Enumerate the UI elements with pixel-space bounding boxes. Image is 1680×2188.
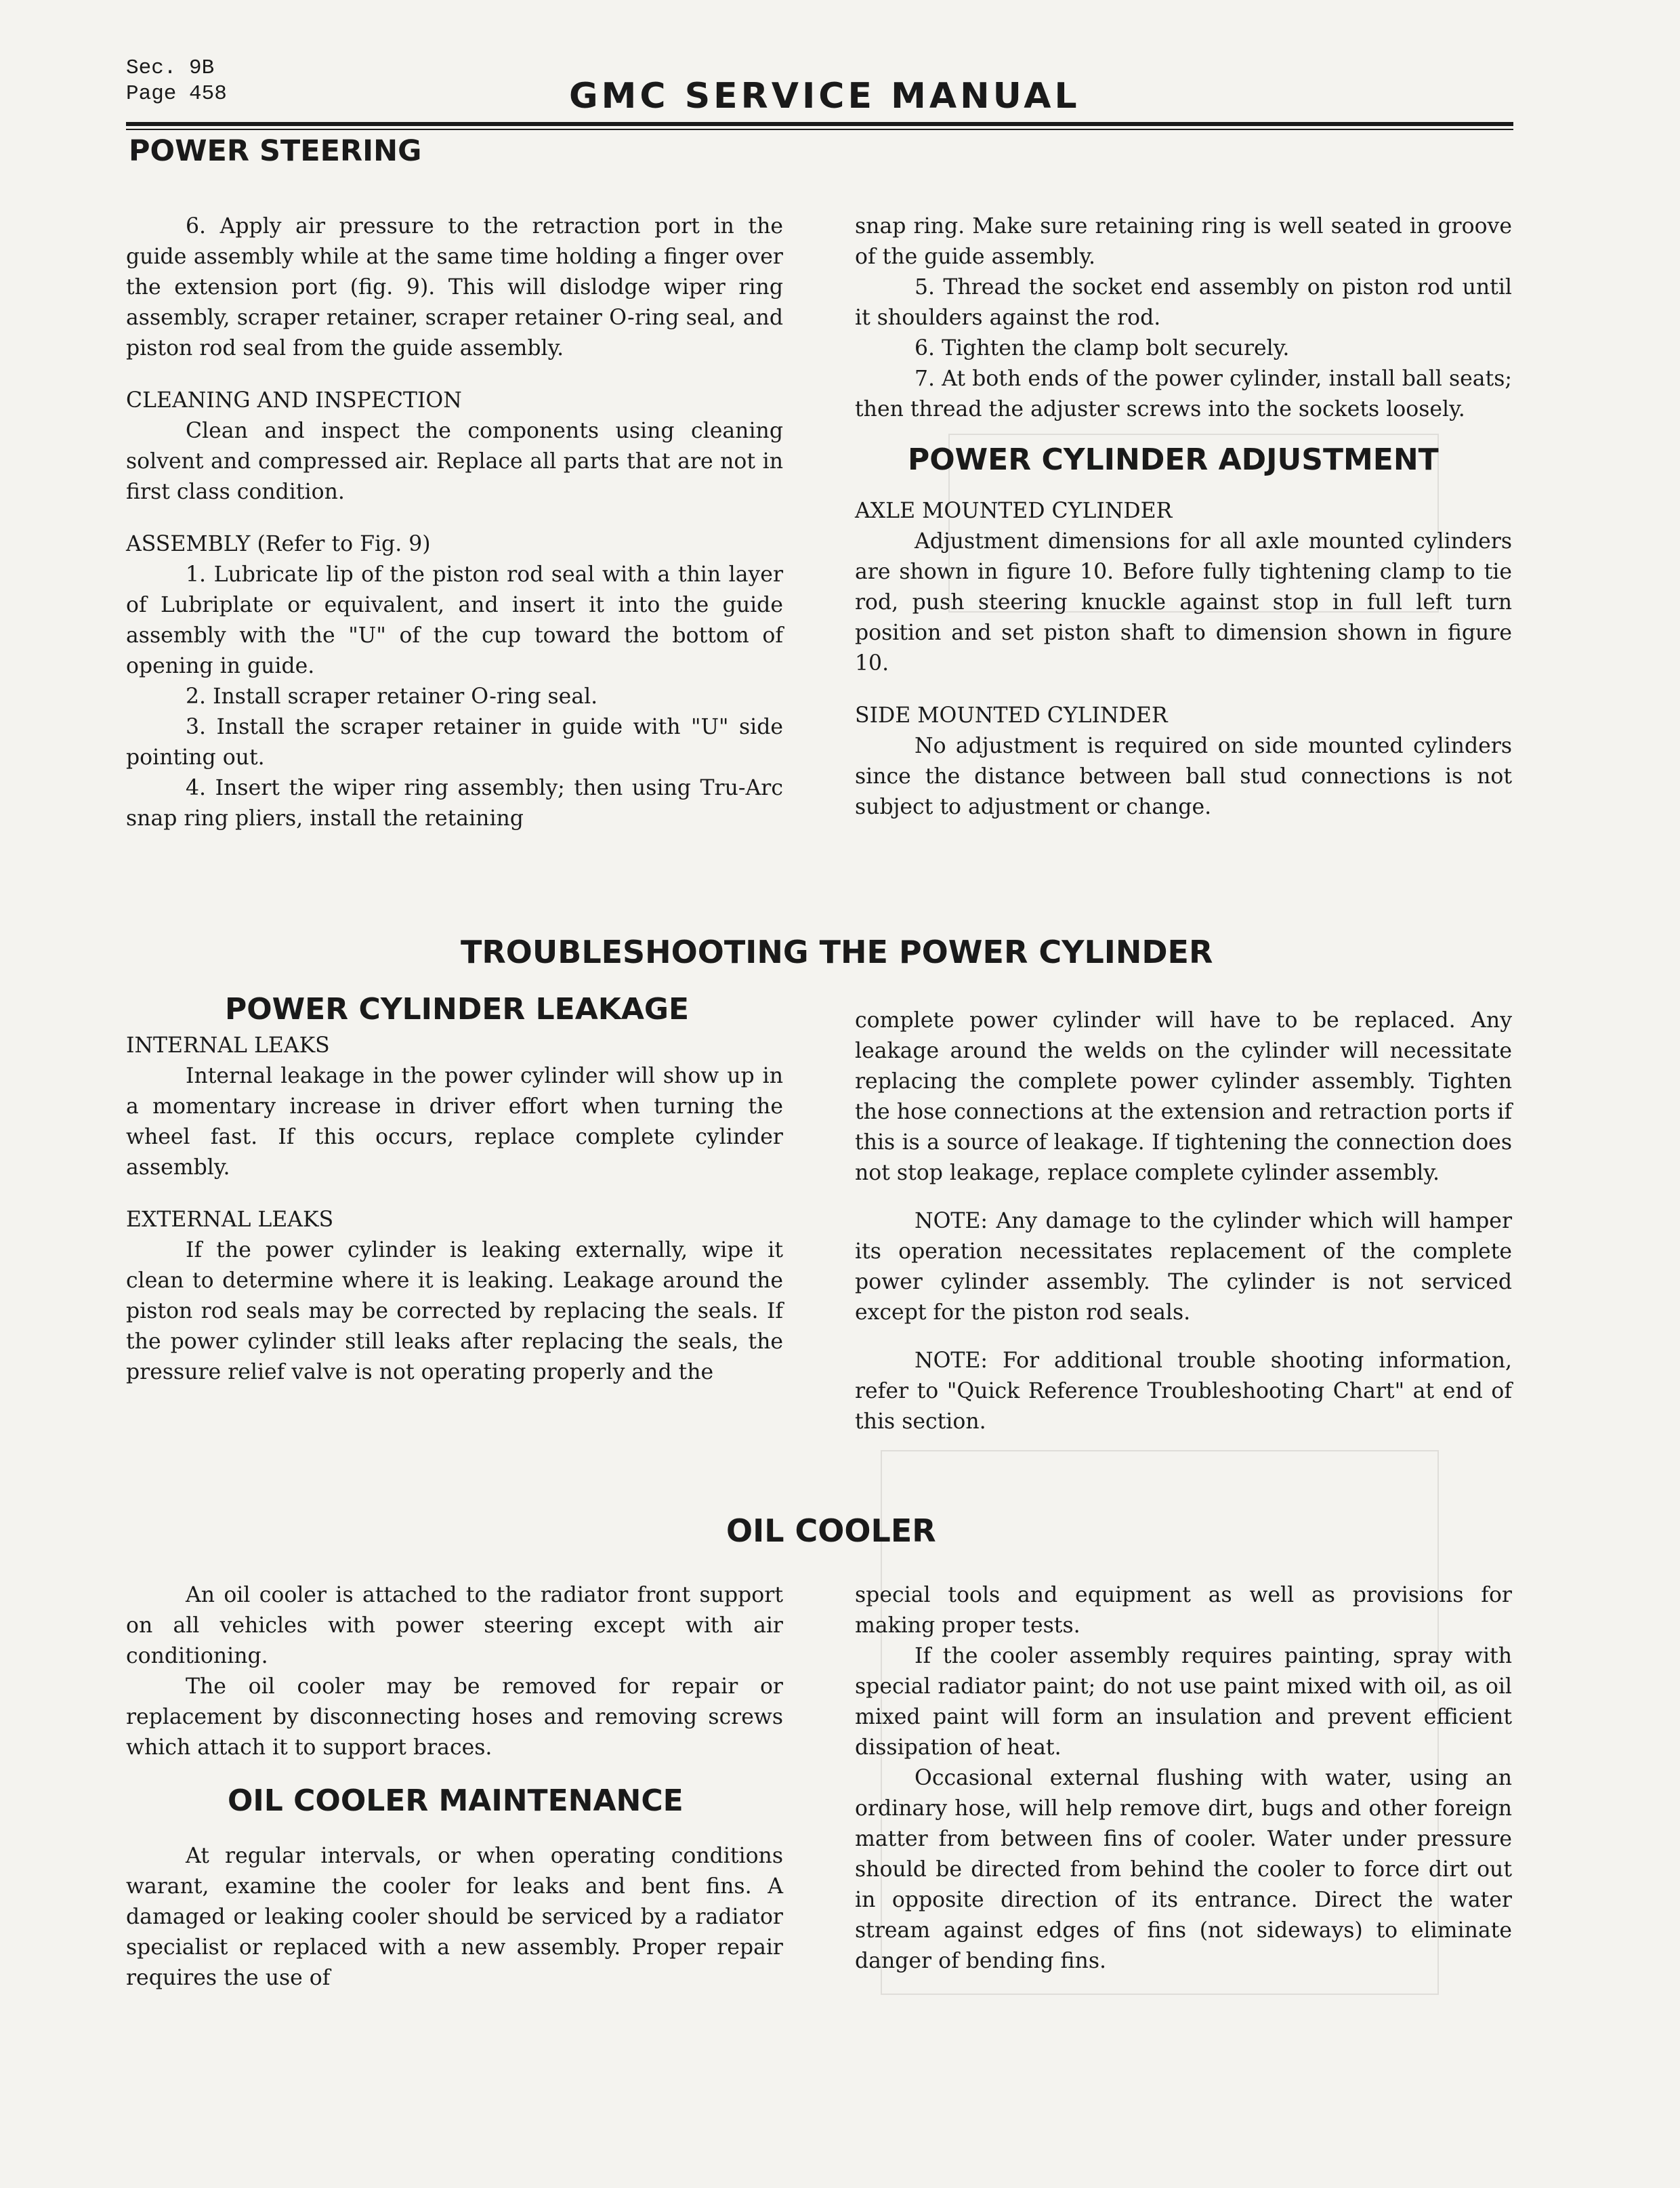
header-rule-thin: [126, 129, 1513, 130]
power-cylinder-leakage-title: POWER CYLINDER LEAKAGE: [225, 992, 690, 1027]
header-rule-thick: [126, 122, 1513, 126]
note-troubleshooting: NOTE: For additional trouble shooting information, refer to "Quick Reference Troubleshooting Chart" at end of this section.: [855, 1348, 1512, 1434]
external-leaks-heading: EXTERNAL LEAKS: [126, 1207, 334, 1232]
axle-mounted-heading: AXLE MOUNTED CYLINDER: [855, 499, 1173, 523]
section-number: Sec. 9B: [126, 56, 215, 80]
assembly-step-2: 2. Install scraper retainer O-ring seal.: [186, 684, 598, 709]
troubleshooting-title: TROUBLESHOOTING THE POWER CYLINDER: [461, 934, 1213, 970]
oil-cooler-title: OIL COOLER: [726, 1512, 936, 1549]
internal-leaks-heading: INTERNAL LEAKS: [126, 1033, 330, 1058]
leakage-right-column: [855, 1006, 1512, 1437]
cleaning-text: Clean and inspect the components using cleaning solvent and compressed air. Replace all parts that are not in first class condition.: [126, 419, 783, 504]
leakage-continued: complete power cylinder will have to be replaced. Any leakage around the welds on the cylinder will necessitate replacing the complete power cylinder assembly. Tighten the hose connections at the extension and retraction ports if this is a source of leakage. If tightening the connection does not stop leakage, replace complete cylinder assembly.: [855, 1008, 1512, 1185]
painting-text: If the cooler assembly requires painting, spray with special radiator paint; do not use paint mixed with oil, as oil mixed paint will form an insulation and prevent efficient dissipation of heat.: [855, 1644, 1512, 1760]
assembly-step-3: 3. Install the scraper retainer in guide with "U" side pointing out.: [126, 715, 783, 770]
step-6-text: 6. Apply air pressure to the retraction port in the guide assembly while at the same time holding a finger over the extension port (fig. 9). This will dislodge wiper ring assembly, scraper retainer, scraper retainer O-ring seal, and piston rod seal from the guide assembly.: [126, 214, 783, 360]
side-mounted-heading: SIDE MOUNTED CYLINDER: [855, 703, 1168, 728]
oil-cooler-left-column: [126, 1580, 783, 1994]
snap-ring-continued: snap ring. Make sure retaining ring is well seated in groove of the guide assembly.: [855, 214, 1512, 269]
manual-title: GMC SERVICE MANUAL: [569, 76, 1080, 117]
external-leaks-text: If the power cylinder is leaking externally, wipe it clean to determine where it is leaking. Leakage around the piston rod seals may be corrected by replacing the seals. If the power cylinder still leaks after replacing the seals, the pressure relief valve is not operating properly and the: [126, 1238, 783, 1384]
internal-leaks-text: Internal leakage in the power cylinder will show up in a momentary increase in driver effort when turning the wheel fast. If this occurs, replace complete cylinder assembly.: [126, 1064, 783, 1180]
special-tools-text: special tools and equipment as well as provisions for making proper tests.: [855, 1583, 1512, 1638]
oil-cooler-right-column: [855, 1580, 1512, 1977]
side-mounted-text: No adjustment is required on side mounted cylinders since the distance between ball stud connections is not subject to adjustment or change.: [855, 734, 1512, 819]
assembly-heading: ASSEMBLY (Refer to Fig. 9): [126, 532, 431, 556]
oil-cooler-intro: An oil cooler is attached to the radiator front support on all vehicles with power steering except with air conditioning.: [126, 1583, 783, 1668]
cleaning-heading: CLEANING AND INSPECTION: [126, 388, 462, 413]
assembly-step-6: 6. Tighten the clamp bolt securely.: [915, 336, 1290, 360]
note-damage: NOTE: Any damage to the cylinder which will hamper its operation necessitates replacement of the complete power cylinder assembly. The cylinder is not serviced except for the piston rod seals.: [855, 1209, 1512, 1325]
top-left-column: [126, 211, 783, 834]
section-title: POWER STEERING: [129, 134, 422, 168]
axle-mounted-text: Adjustment dimensions for all axle mounted cylinders are shown in figure 10. Before fully tightening clamp to tie rod, push steering knuckle against stop in full left turn position and set piston shaft to dimension shown in figure 10.: [855, 529, 1512, 676]
assembly-step-4: 4. Insert the wiper ring assembly; then using Tru-Arc snap ring pliers, install the retaining: [126, 776, 783, 831]
oil-cooler-maintenance-title: OIL COOLER MAINTENANCE: [228, 1783, 684, 1818]
assembly-step-5: 5. Thread the socket end assembly on piston rod until it shoulders against the rod.: [855, 275, 1512, 330]
flushing-text: Occasional external flushing with water, using an ordinary hose, will help remove dirt, bugs and other foreign matter from between fins of cooler. Water under pressure should be directed from behind the cooler to force dirt out in opposite direction of its entrance. Direct the water stream against edges of fins (not sideways) to eliminate danger of bending fins.: [855, 1766, 1512, 1973]
section-info: [126, 56, 227, 107]
top-right-column: [855, 211, 1512, 823]
page-number: Page 458: [126, 82, 227, 106]
oil-cooler-removal: The oil cooler may be removed for repair or replacement by disconnecting hoses and removing screws which attach it to support braces.: [126, 1674, 783, 1760]
oil-cooler-inspection: At regular intervals, or when operating conditions warant, examine the cooler for leaks and bent fins. A damaged or leaking cooler should be serviced by a radiator specialist or replaced with a new assembly. Proper repair requires the use of: [126, 1844, 783, 1990]
assembly-step-7: 7. At both ends of the power cylinder, install ball seats; then thread the adjuster screws into the sockets loosely.: [855, 367, 1512, 421]
leakage-left-column: [126, 992, 783, 1388]
power-cylinder-adjustment-title: POWER CYLINDER ADJUSTMENT: [908, 442, 1439, 477]
assembly-step-1: 1. Lubricate lip of the piston rod seal with a thin layer of Lubriplate or equivalent, and insert it into the guide assembly with the "U" of the cup toward the bottom of opening in guide.: [126, 562, 783, 678]
